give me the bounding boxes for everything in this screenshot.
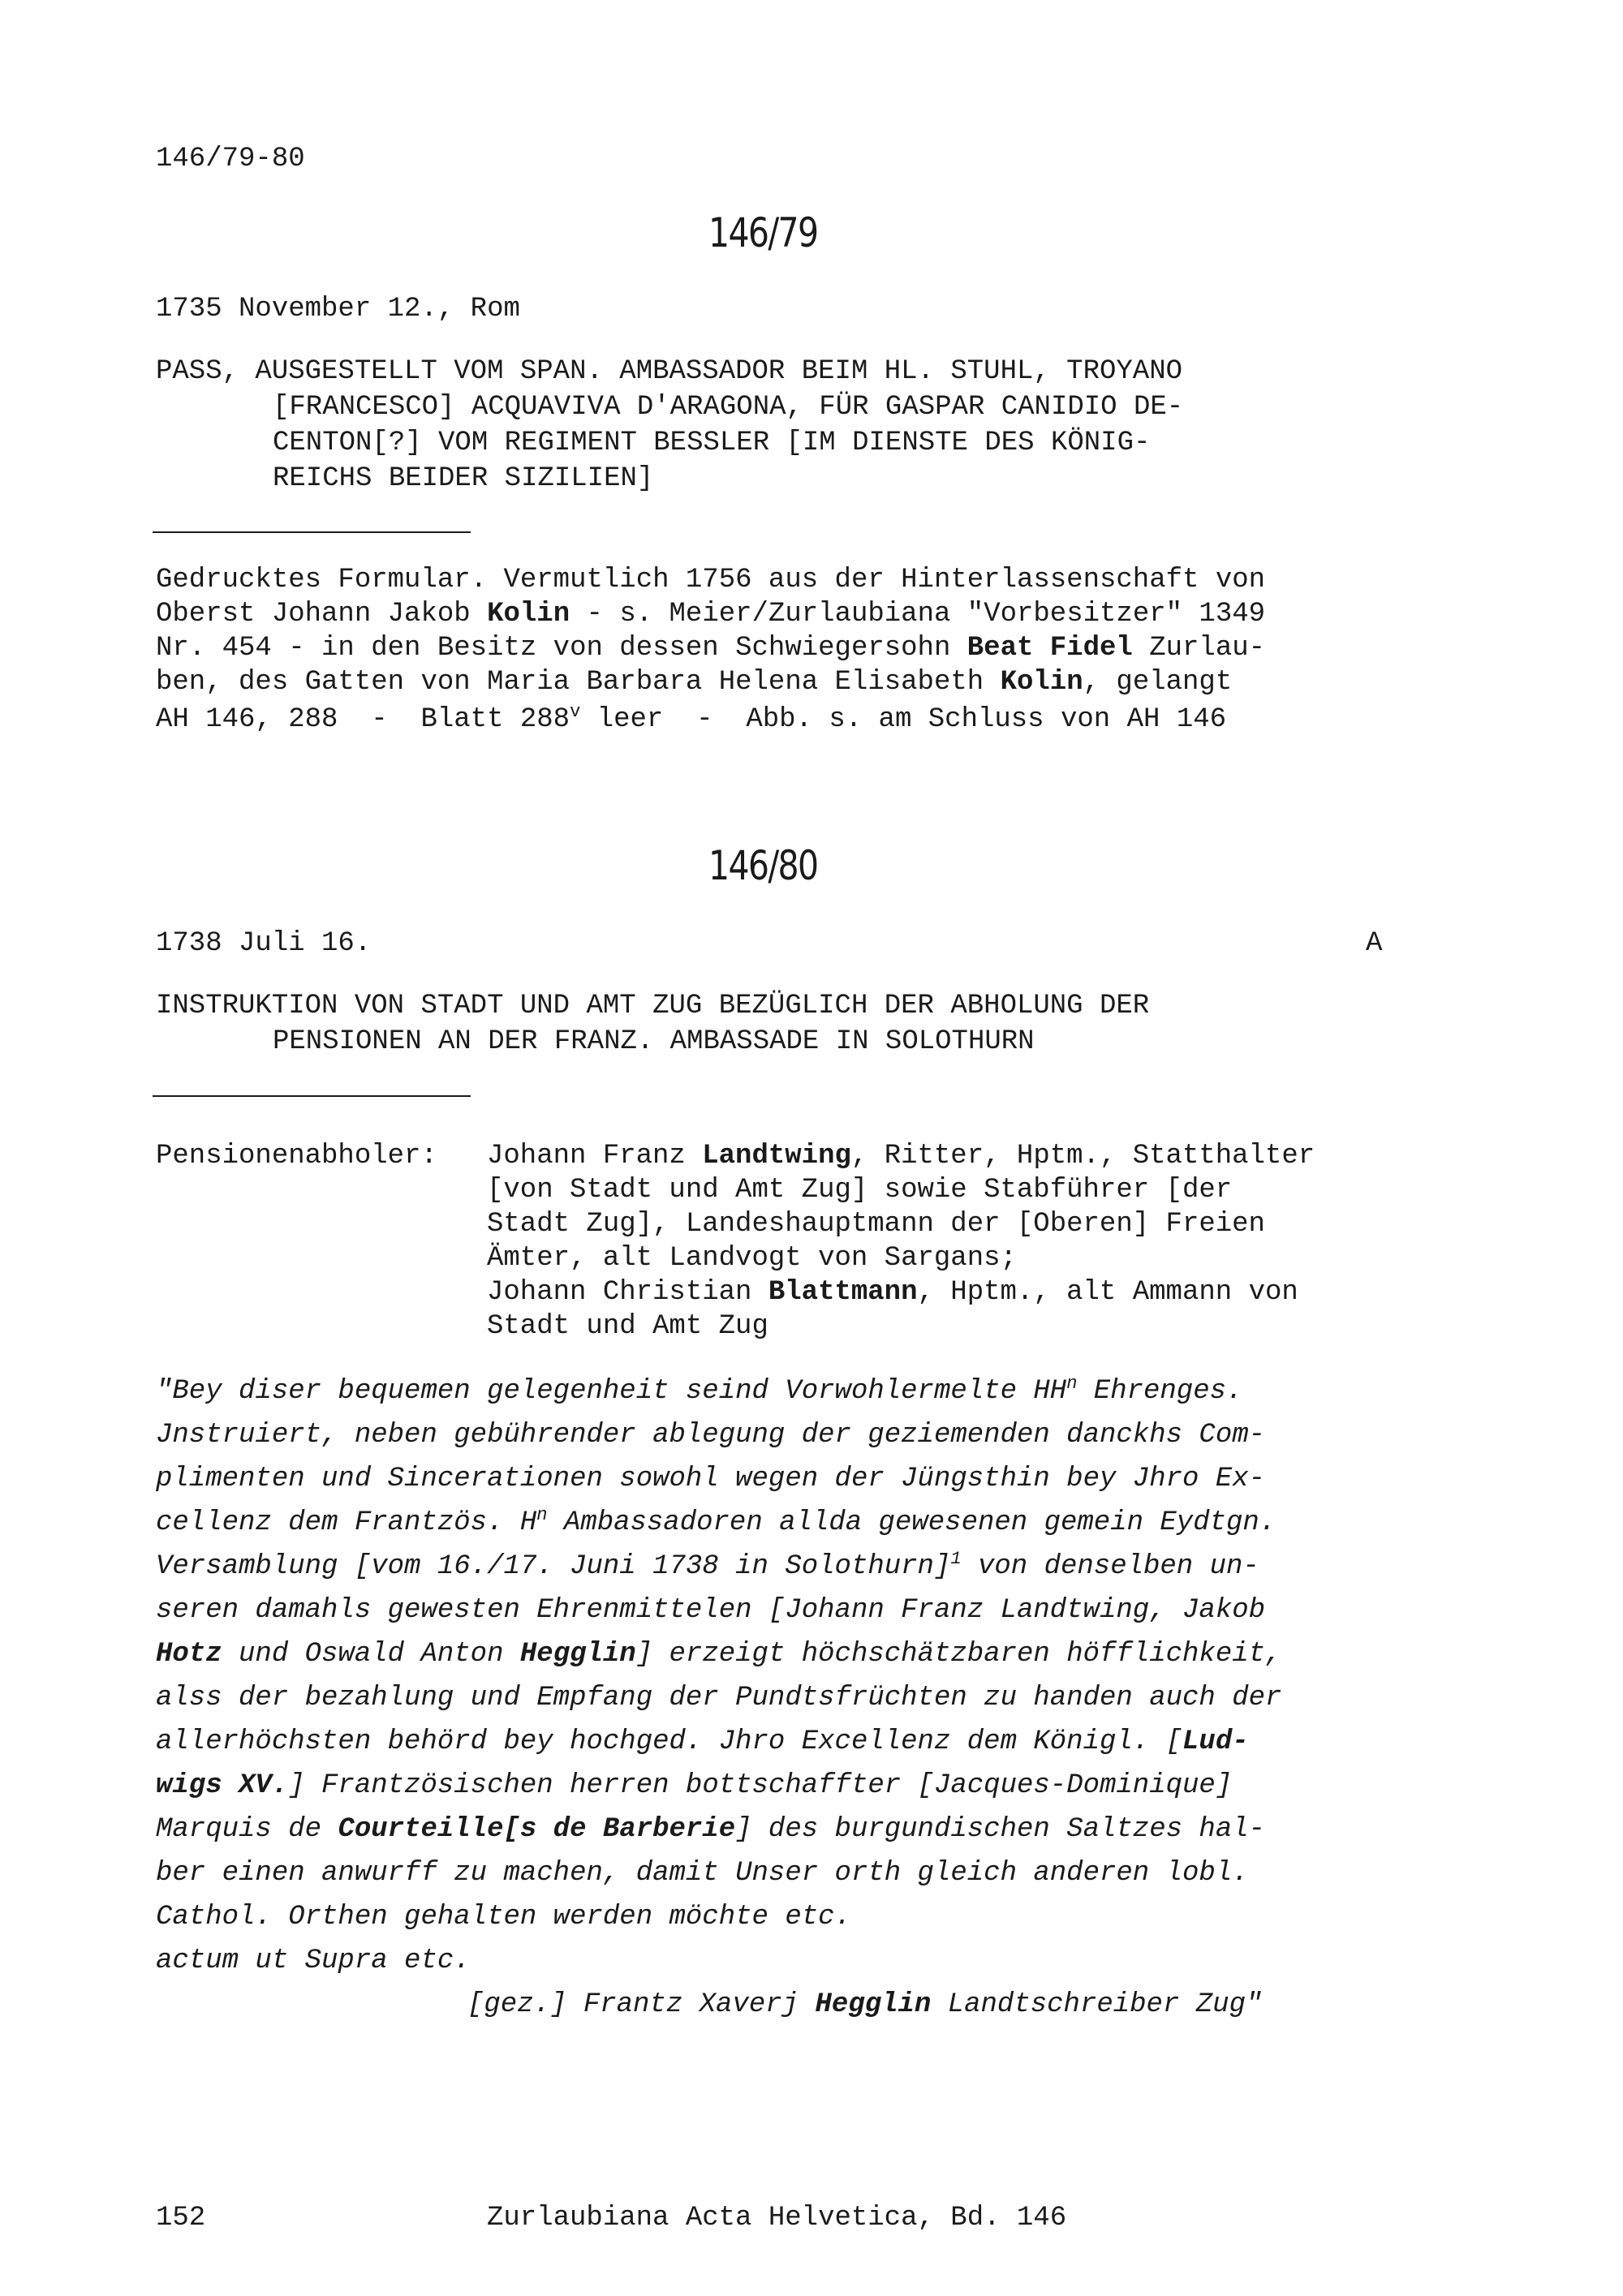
desc-line: Nr. 454 - in den Besitz von dessen Schwiegersohn Beat Fidel Zurlau- [156,633,1266,664]
doc1-title-line: [FRANCESCO] ACQUAVIVA D'ARAGONA, FÜR GASPAR CANIDIO DE- [273,392,1184,423]
quote-line: wigs XV.] Frantzösischen herren bottschaffter [Jacques-Dominique] [156,1770,1233,1801]
doc1-title-line: REICHS BEIDER SIZILIEN] [273,463,654,494]
quote-line: Versamblung [vom 16./17. Juni 1738 in Solothurn]$^1$ von denselben un- [156,1549,1259,1582]
pension-line: Stadt Zug], Landeshauptmann der [Oberen] Freien [487,1209,1265,1240]
doc2-number: 146/80 [708,842,818,889]
desc-line: Gedrucktes Formular. Vermutlich 1756 aus der Hinterlassenschaft von [156,565,1266,595]
divider [153,1095,471,1097]
page-number: 152 [156,2203,206,2234]
doc1-title-line: PASS, AUSGESTELLT VOM SPAN. AMBASSADOR BEIM HL. STUHL, TROYANO [156,356,1183,387]
doc1-date: 1735 November 12., Rom [156,294,520,325]
doc1-title-line: CENTON[?] VOM REGIMENT BESSLER [IM DIENSTE DES KÖNIG- [273,428,1151,458]
doc1-number: 146/79 [708,209,818,256]
quote-line: seren damahls gewesten Ehrenmittelen [Johann Franz Landtwing, Jakob [156,1595,1266,1626]
doc2-marker: A [1366,928,1383,959]
quote-line: allerhöchsten behörd bey hochged. Jhro Excellenz dem Königl. [Lud- [156,1726,1249,1757]
pension-line: Stadt und Amt Zug [487,1311,768,1342]
pension-line: Ämter, alt Landvogt von Sargans; [487,1243,1017,1274]
series-title: Zurlaubiana Acta Helvetica, Bd. 146 [487,2203,1067,2234]
page-reference: 146/79-80 [156,144,305,174]
quote-line: actum ut Supra etc. [156,1946,471,1976]
quote-line: "Bey diser bequemen gelegenheit seind Vorwohlermelte $HH^n$ Ehrenges. [156,1374,1243,1407]
quote-line: plimenten und Sincerationen sowohl wegen der Jüngsthin bey Jhro Ex- [156,1464,1266,1494]
divider [153,531,471,533]
pension-line: Johann Franz Landtwing, Ritter, Hptm., Statthalter [487,1141,1315,1172]
desc-line: AH 146, 288 - Blatt 288$^v$ leer - Abb. s. am Schluss von AH 146 [156,702,1227,735]
doc2-title-line: INSTRUKTION VON STADT UND AMT ZUG BEZÜGLICH DER ABHOLUNG DER [156,991,1150,1021]
quote-line: Marquis de Courteille[s de Barberie] des burgundischen Saltzes hal- [156,1814,1266,1845]
quote-line: ber einen anwurff zu machen, damit Unser orth gleich anderen lobl. [156,1858,1249,1889]
signature-line: [gez.] Frantz Xaverj Hegglin Landtschreiber Zug" [467,1989,1263,2020]
doc2-date: 1738 Juli 16. [156,928,372,959]
quote-line: Hotz und Oswald Anton Hegglin] erzeigt höchschätzbaren höfflichkeit, [156,1639,1282,1670]
desc-line: ben, des Gatten von Maria Barbara Helena Elisabeth Kolin, gelangt [156,667,1233,698]
quote-line: Cathol. Orthen gehalten werden möchte etc. [156,1902,851,1933]
pension-line: Johann Christian Blattmann, Hptm., alt Ammann von [487,1277,1298,1308]
quote-line: Jnstruiert, neben gebührender ablegung der geziemenden danckhs Com- [156,1420,1266,1451]
doc2-title-line: PENSIONEN AN DER FRANZ. AMBASSADE IN SOLOTHURN [273,1026,1035,1057]
pension-label: Pensionenabholer: [156,1141,437,1172]
quote-line: cellenz dem Frantzös. $H^n$ Ambassadoren allda gewesenen gemein Eydtgn. [156,1505,1276,1538]
quote-line: alss der bezahlung und Empfang der Pundtsfrüchten zu handen auch der [156,1683,1282,1713]
pension-line: [von Stadt und Amt Zug] sowie Stabführer [der [487,1175,1233,1206]
desc-line: Oberst Johann Jakob Kolin - s. Meier/Zurlaubiana "Vorbesitzer" 1349 [156,599,1266,630]
